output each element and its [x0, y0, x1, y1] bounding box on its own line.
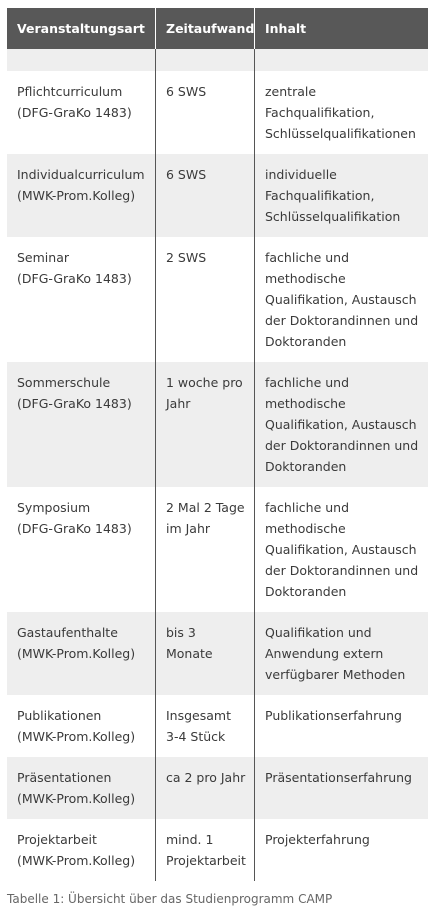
header-veranstaltungsart: Veranstaltungsart	[7, 8, 156, 49]
study-program-table	[7, 8, 428, 881]
header-inhalt: Inhalt	[265, 21, 307, 36]
cell-inhalt: fachliche und methodische Qualifikation, Austausch der Doktorandinnen und Doktoranden	[265, 250, 419, 349]
table-row	[7, 695, 428, 757]
table-row	[7, 487, 428, 612]
cell-veranstaltungsart: Projektarbeit (MWK-Prom.Kolleg)	[7, 819, 156, 881]
header-zeitaufwand: Zeitaufwand	[156, 8, 255, 49]
cell-inhalt: fachliche und methodische Qualifikation, Austausch der Doktorandinnen und Doktoranden	[265, 500, 419, 599]
table-row	[7, 757, 428, 819]
spacer-cell	[7, 49, 156, 71]
cell-zeitaufwand: 2 Mal 2 Tage im Jahr	[156, 487, 255, 612]
cell-veranstaltungsart: Symposium (DFG-GraKo 1483)	[7, 487, 156, 612]
cell-veranstaltungsart: Seminar (DFG-GraKo 1483)	[7, 237, 156, 362]
cell-inhalt: Präsentationserfahrung	[265, 770, 412, 785]
cell-inhalt: Projekterfahrung	[265, 832, 370, 847]
table-caption: Tabelle 1: Übersicht über das Studienprogramm CAMP	[7, 892, 333, 906]
table-row	[7, 154, 428, 237]
cell-veranstaltungsart: Gastaufenthalte (MWK-Prom.Kolleg)	[7, 612, 156, 695]
cell-zeitaufwand: Insgesamt 3-4 Stück	[156, 695, 255, 757]
table-row	[7, 362, 428, 487]
cell-inhalt: zentrale Fachqualifikation, Schlüsselqualifikationen	[265, 84, 416, 141]
cell-zeitaufwand: 6 SWS	[156, 71, 255, 154]
cell-veranstaltungsart: Individualcurriculum (MWK-Prom.Kolleg)	[7, 154, 156, 237]
cell-inhalt: Publikationserfahrung	[265, 708, 402, 723]
table-row	[7, 71, 428, 154]
cell-inhalt: individuelle Fachqualifikation, Schlüsselqualifikation	[265, 167, 401, 224]
spacer-cell	[255, 49, 428, 71]
table-spacer-row	[7, 49, 428, 71]
cell-zeitaufwand: 2 SWS	[156, 237, 255, 362]
cell-zeitaufwand: bis 3 Monate	[156, 612, 255, 695]
table-header-row	[7, 8, 428, 49]
cell-zeitaufwand: 6 SWS	[156, 154, 255, 237]
cell-veranstaltungsart: Sommerschule (DFG-GraKo 1483)	[7, 362, 156, 487]
cell-zeitaufwand: ca 2 pro Jahr	[156, 757, 255, 819]
table-row	[7, 237, 428, 362]
cell-veranstaltungsart: Publikationen (MWK-Prom.Kolleg)	[7, 695, 156, 757]
cell-inhalt: Qualifikation und Anwendung extern verfügbarer Methoden	[265, 625, 406, 682]
spacer-cell	[156, 49, 255, 71]
cell-zeitaufwand: 1 woche pro Jahr	[156, 362, 255, 487]
table-row	[7, 612, 428, 695]
cell-veranstaltungsart: Pflichtcurriculum (DFG-GraKo 1483)	[7, 71, 156, 154]
table-row	[7, 819, 428, 881]
cell-zeitaufwand: mind. 1 Projektarbeit	[156, 819, 255, 881]
cell-veranstaltungsart: Präsentationen (MWK-Prom.Kolleg)	[7, 757, 156, 819]
cell-inhalt: fachliche und methodische Qualifikation, Austausch der Doktorandinnen und Doktoranden	[265, 375, 419, 474]
